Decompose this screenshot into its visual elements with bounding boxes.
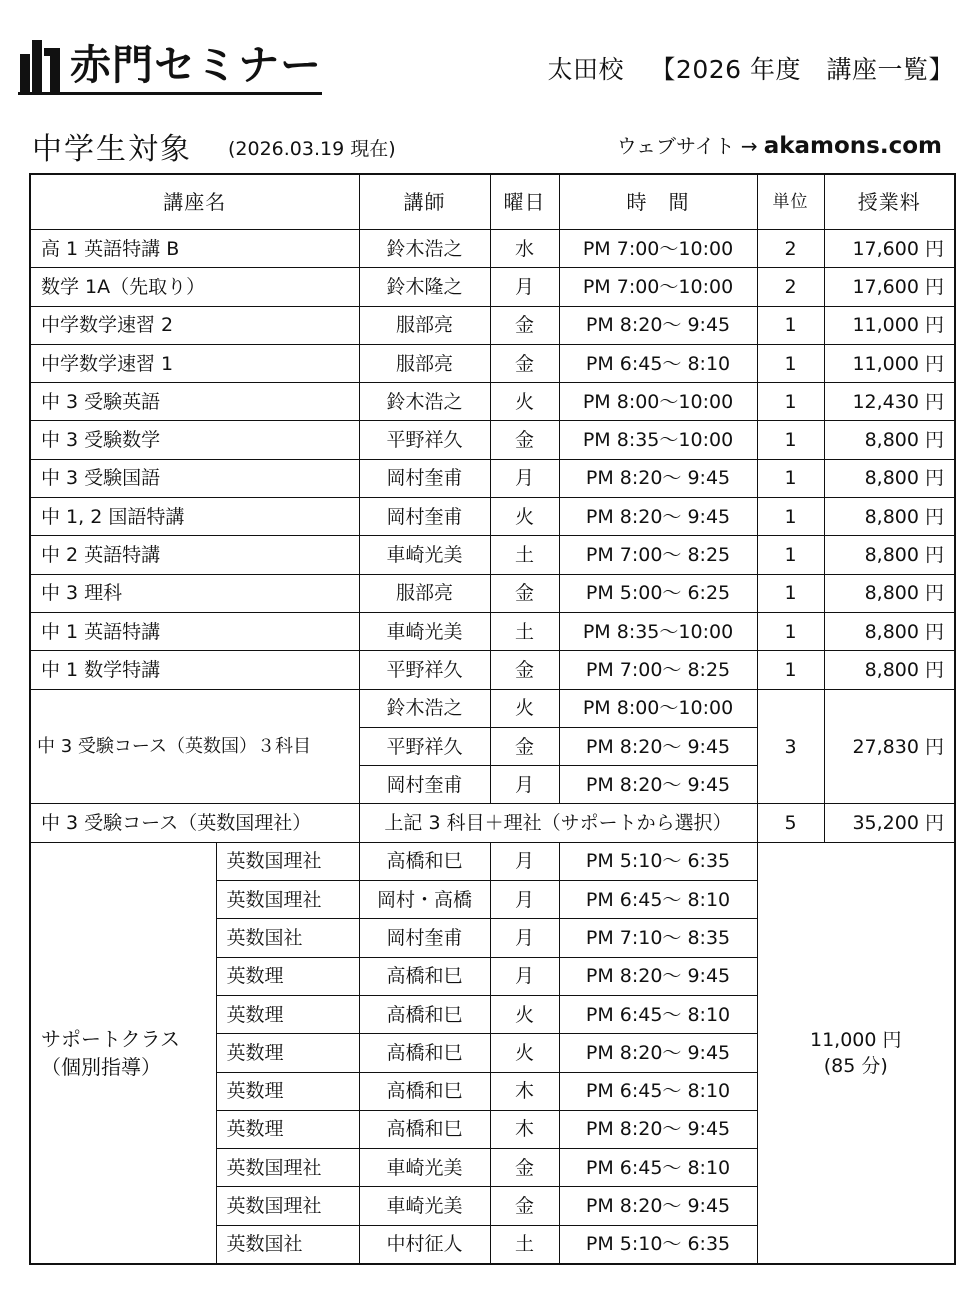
column-header-teacher: 講師 (359, 174, 490, 230)
teacher: 岡村奎甫 (359, 766, 490, 804)
unit: 2 (757, 230, 824, 268)
subjects: 英数国理社 (216, 881, 359, 919)
day: 火 (490, 498, 559, 536)
day: 火 (490, 995, 559, 1033)
teacher: 中村征人 (359, 1225, 490, 1264)
subjects: 英数理 (216, 1034, 359, 1072)
day: 木 (490, 1072, 559, 1110)
table-row (30, 230, 955, 268)
time: PM 8:35〜10:00 (559, 612, 757, 650)
unit: 2 (757, 268, 824, 306)
time: PM 6:45〜 8:10 (559, 1072, 757, 1110)
day: 月 (490, 881, 559, 919)
day: 月 (490, 268, 559, 306)
support-class-name (30, 842, 216, 1264)
fee: 17,600 円 (824, 230, 955, 268)
unit: 3 (757, 689, 824, 804)
time: PM 8:20〜 9:45 (559, 459, 757, 497)
time: PM 8:20〜 9:45 (559, 1187, 757, 1225)
day: 金 (490, 727, 559, 765)
time: PM 6:45〜 8:10 (559, 1149, 757, 1187)
teacher: 高橋和巳 (359, 842, 490, 880)
header-right (529, 50, 954, 86)
fee: 12,430 円 (824, 383, 955, 421)
time: PM 8:20〜 9:45 (559, 1034, 757, 1072)
fee: 8,800 円 (824, 498, 955, 536)
course-name: 中 1, 2 国語特講 (30, 498, 359, 536)
support-name-line1: サポートクラス (41, 1026, 180, 1051)
day: 火 (490, 1034, 559, 1072)
fee: 8,800 円 (824, 574, 955, 612)
teacher: 高橋和巳 (359, 957, 490, 995)
teacher: 車崎光美 (359, 612, 490, 650)
unit: 1 (757, 536, 824, 574)
support-fee-amount: 11,000 円 (809, 1028, 902, 1051)
course-name: 中 3 受験数学 (30, 421, 359, 459)
day: 金 (490, 1187, 559, 1225)
course-name: 数学 1A（先取り） (30, 268, 359, 306)
fee: 35,200 円 (824, 804, 955, 842)
teacher: 平野祥久 (359, 651, 490, 689)
teacher: 岡村・高橋 (359, 881, 490, 919)
time: PM 8:35〜10:00 (559, 421, 757, 459)
teacher: 鈴木浩之 (359, 383, 490, 421)
branch-name: 太田校 (547, 55, 624, 84)
time: PM 7:00〜10:00 (559, 230, 757, 268)
time: PM 8:00〜10:00 (559, 383, 757, 421)
teacher: 服部亮 (359, 574, 490, 612)
fee: 17,600 円 (824, 268, 955, 306)
page-title: 中学生対象 (32, 132, 192, 167)
time: PM 8:00〜10:00 (559, 689, 757, 727)
day: 金 (490, 421, 559, 459)
course-name: 中 3 理科 (30, 574, 359, 612)
teacher: 高橋和巳 (359, 1110, 490, 1148)
unit: 1 (757, 306, 824, 344)
course-name: 中 3 受験コース（英数国）３科目 (30, 689, 359, 804)
time: PM 7:00〜10:00 (559, 268, 757, 306)
teacher: 服部亮 (359, 306, 490, 344)
table-header-row (30, 174, 955, 230)
teacher: 鈴木隆之 (359, 268, 490, 306)
subheader (0, 118, 980, 168)
column-header-course: 講座名 (30, 174, 359, 230)
unit: 1 (757, 612, 824, 650)
gate-logo-icon (18, 40, 62, 92)
time: PM 5:00〜 6:25 (559, 574, 757, 612)
website (617, 130, 942, 159)
course-name: 中学数学速習 2 (30, 306, 359, 344)
time: PM 8:20〜 9:45 (559, 306, 757, 344)
time: PM 6:45〜 8:10 (559, 881, 757, 919)
table-row (30, 268, 955, 306)
fee: 8,800 円 (824, 651, 955, 689)
column-header-fee: 授業料 (824, 174, 955, 230)
table-row (30, 804, 955, 842)
support-name-line2: （個別指導） (41, 1054, 161, 1079)
unit: 1 (757, 651, 824, 689)
time: PM 7:00〜 8:25 (559, 651, 757, 689)
unit: 1 (757, 498, 824, 536)
year-title: 【2026 年度 講座一覧】 (650, 55, 954, 84)
course-name: 高 1 英語特講 B (30, 230, 359, 268)
time: PM 6:45〜 8:10 (559, 344, 757, 382)
as-of-date: (2026.03.19 現在) (228, 138, 396, 160)
teacher: 高橋和巳 (359, 995, 490, 1033)
subjects: 英数国理社 (216, 1149, 359, 1187)
teacher: 鈴木浩之 (359, 230, 490, 268)
subjects: 英数理 (216, 957, 359, 995)
time: PM 8:20〜 9:45 (559, 498, 757, 536)
column-header-time: 時 間 (559, 174, 757, 230)
website-label: ウェブサイト → (616, 134, 758, 158)
fee: 8,800 円 (824, 536, 955, 574)
website-link[interactable]: akamons.com (763, 133, 942, 159)
teacher: 車崎光美 (359, 1149, 490, 1187)
teacher: 服部亮 (359, 344, 490, 382)
unit: 1 (757, 344, 824, 382)
teacher: 平野祥久 (359, 727, 490, 765)
column-header-day: 曜日 (490, 174, 559, 230)
table-row (30, 689, 955, 727)
day: 金 (490, 1149, 559, 1187)
subjects: 英数理 (216, 1072, 359, 1110)
course-name: 中 2 英語特講 (30, 536, 359, 574)
subjects: 英数理 (216, 995, 359, 1033)
table-row (30, 421, 955, 459)
day: 木 (490, 1110, 559, 1148)
time: PM 8:20〜 9:45 (559, 766, 757, 804)
subjects: 英数国理社 (216, 1187, 359, 1225)
teacher: 岡村奎甫 (359, 919, 490, 957)
day: 金 (490, 651, 559, 689)
table-row (30, 344, 955, 382)
time: PM 7:00〜 8:25 (559, 536, 757, 574)
fee: 11,000 円 (824, 344, 955, 382)
time: PM 8:20〜 9:45 (559, 957, 757, 995)
time: PM 7:10〜 8:35 (559, 919, 757, 957)
day: 金 (490, 574, 559, 612)
fee: 8,800 円 (824, 459, 955, 497)
course-name: 中 3 受験コース（英数国理社） (30, 804, 359, 842)
fee: 8,800 円 (824, 612, 955, 650)
day: 水 (490, 230, 559, 268)
course-name: 中 3 受験国語 (30, 459, 359, 497)
table-row (30, 612, 955, 650)
table-row (30, 842, 955, 880)
table-row (30, 383, 955, 421)
day: 土 (490, 536, 559, 574)
teacher: 岡村奎甫 (359, 498, 490, 536)
time: PM 5:10〜 6:35 (559, 842, 757, 880)
subjects: 英数国社 (216, 1225, 359, 1264)
day: 月 (490, 842, 559, 880)
page-header (0, 0, 980, 110)
course-table (29, 173, 956, 1265)
fee: 27,830 円 (824, 689, 955, 804)
time: PM 6:45〜 8:10 (559, 995, 757, 1033)
time: PM 8:20〜 9:45 (559, 727, 757, 765)
logo-underline (18, 92, 322, 95)
column-header-unit: 単位 (757, 174, 824, 230)
day: 月 (490, 919, 559, 957)
table-row (30, 459, 955, 497)
teacher: 岡村奎甫 (359, 459, 490, 497)
logo (18, 38, 322, 96)
table-row (30, 574, 955, 612)
subjects: 英数国社 (216, 919, 359, 957)
teacher: 鈴木浩之 (359, 689, 490, 727)
fee: 8,800 円 (824, 421, 955, 459)
day: 土 (490, 1225, 559, 1264)
support-fee-duration: (85 分) (823, 1054, 888, 1077)
day: 月 (490, 459, 559, 497)
day: 土 (490, 612, 559, 650)
time: PM 5:10〜 6:35 (559, 1225, 757, 1264)
unit: 5 (757, 804, 824, 842)
course-name: 中 1 英語特講 (30, 612, 359, 650)
fee: 11,000 円 (824, 306, 955, 344)
teacher: 高橋和巳 (359, 1072, 490, 1110)
course-name: 中学数学速習 1 (30, 344, 359, 382)
table-row (30, 498, 955, 536)
day: 月 (490, 957, 559, 995)
table-row (30, 536, 955, 574)
day: 金 (490, 344, 559, 382)
table-row (30, 306, 955, 344)
table-row (30, 651, 955, 689)
course-name: 中 3 受験英語 (30, 383, 359, 421)
day: 火 (490, 689, 559, 727)
logo-text: 赤門セミナー (70, 41, 322, 89)
time: PM 8:20〜 9:45 (559, 1110, 757, 1148)
day: 火 (490, 383, 559, 421)
unit: 1 (757, 421, 824, 459)
day: 金 (490, 306, 559, 344)
course-name: 中 1 数学特講 (30, 651, 359, 689)
teacher: 車崎光美 (359, 1187, 490, 1225)
subjects: 英数理 (216, 1110, 359, 1148)
teacher: 高橋和巳 (359, 1034, 490, 1072)
subjects: 英数国理社 (216, 842, 359, 880)
course-note: 上記 3 科目＋理社（サポートから選択） (359, 804, 757, 842)
support-fee (757, 842, 955, 1264)
unit: 1 (757, 574, 824, 612)
unit: 1 (757, 459, 824, 497)
teacher: 平野祥久 (359, 421, 490, 459)
unit: 1 (757, 383, 824, 421)
day: 月 (490, 766, 559, 804)
teacher: 車崎光美 (359, 536, 490, 574)
